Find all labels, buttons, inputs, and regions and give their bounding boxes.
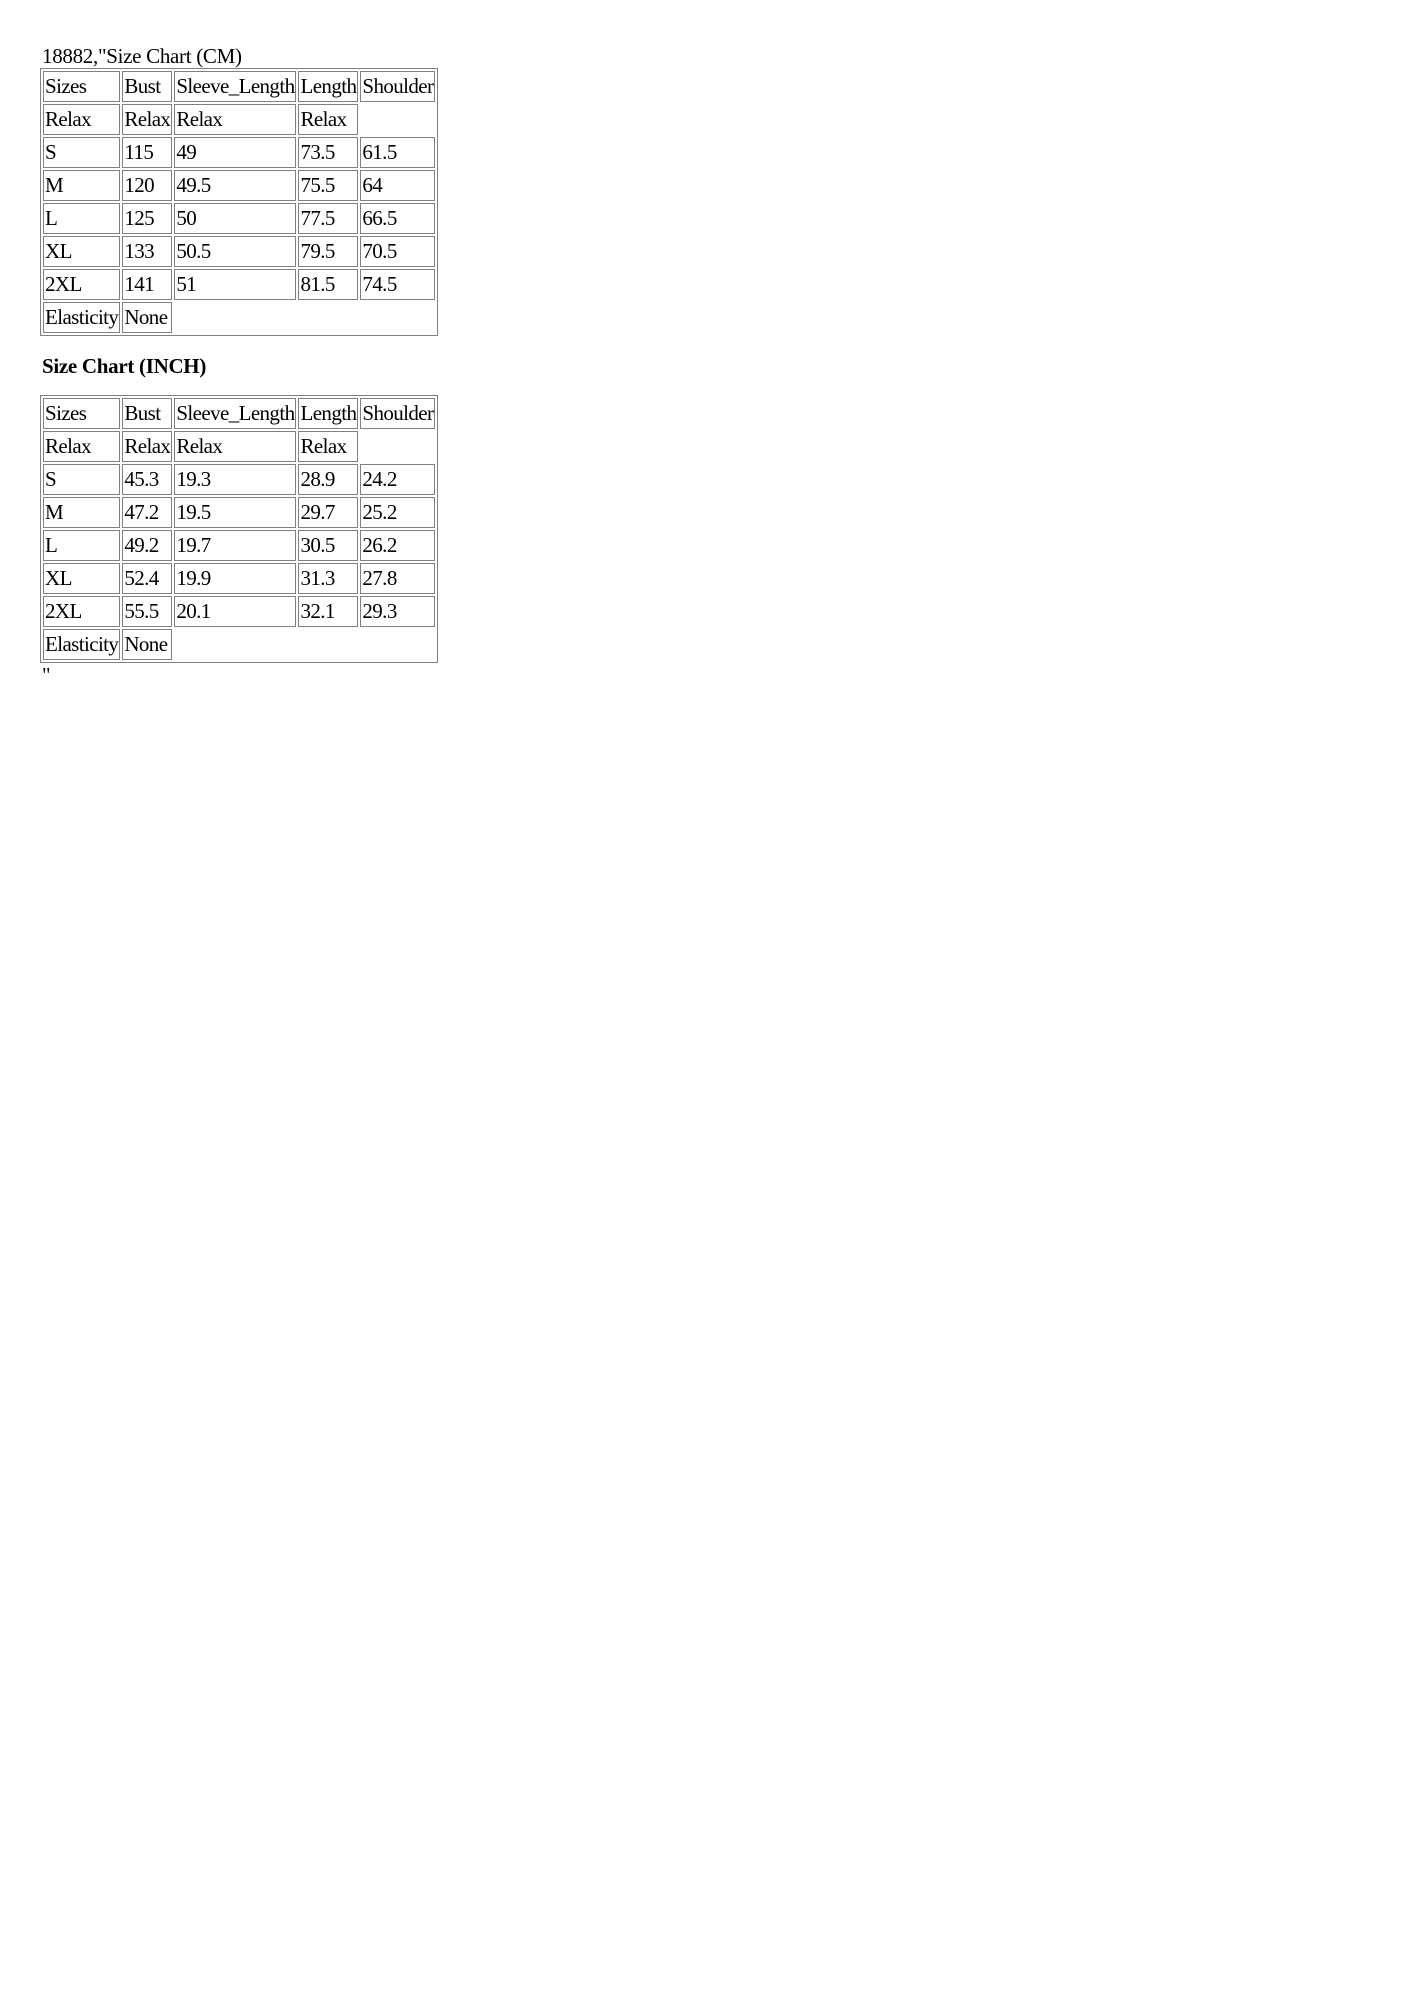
header-cell-bust: Bust <box>122 71 172 102</box>
bust-cell: 45.3 <box>122 464 172 495</box>
fit-row <box>43 431 435 462</box>
fit-cell-length: Relax <box>298 104 358 135</box>
table-row <box>43 497 435 528</box>
header-cell-shoulder: Shoulder <box>360 71 435 102</box>
fit-cell-bust: Relax <box>122 104 172 135</box>
table-row <box>43 170 435 201</box>
shoulder-cell: 66.5 <box>360 203 435 234</box>
size-cell: 2XL <box>43 269 120 300</box>
length-cell: 81.5 <box>298 269 358 300</box>
size-chart-inch-table <box>40 395 438 663</box>
shoulder-cell: 70.5 <box>360 236 435 267</box>
length-cell: 29.7 <box>298 497 358 528</box>
table-row <box>43 137 435 168</box>
fit-cell-empty <box>360 104 435 135</box>
fit-cell-empty <box>360 431 435 462</box>
elasticity-row <box>43 302 435 333</box>
table-row <box>43 563 435 594</box>
sleeve-length-cell: 19.5 <box>174 497 296 528</box>
length-cell: 77.5 <box>298 203 358 234</box>
elasticity-label: Elasticity <box>43 629 120 660</box>
length-cell: 28.9 <box>298 464 358 495</box>
size-cell: L <box>43 530 120 561</box>
fit-cell-sizes: Relax <box>43 104 120 135</box>
sleeve-length-cell: 19.9 <box>174 563 296 594</box>
size-cell: M <box>43 170 120 201</box>
length-cell: 30.5 <box>298 530 358 561</box>
header-cell-length: Length <box>298 71 358 102</box>
length-cell: 75.5 <box>298 170 358 201</box>
header-cell-shoulder: Shoulder <box>360 398 435 429</box>
closing-quote: " <box>42 663 51 687</box>
document-page <box>42 44 438 687</box>
sleeve-length-cell: 49.5 <box>174 170 296 201</box>
shoulder-cell: 61.5 <box>360 137 435 168</box>
bust-cell: 55.5 <box>122 596 172 627</box>
shoulder-cell: 26.2 <box>360 530 435 561</box>
size-cell: S <box>43 137 120 168</box>
prefix-line: 18882,"Size Chart (CM) <box>42 44 242 68</box>
sleeve-length-cell: 19.7 <box>174 530 296 561</box>
length-cell: 73.5 <box>298 137 358 168</box>
header-cell-sleeve-length: Sleeve_Length <box>174 398 296 429</box>
bust-cell: 141 <box>122 269 172 300</box>
size-cell: 2XL <box>43 596 120 627</box>
length-cell: 79.5 <box>298 236 358 267</box>
table-row <box>43 203 435 234</box>
header-cell-sizes: Sizes <box>43 71 120 102</box>
size-chart-cm-table <box>40 68 438 336</box>
shoulder-cell: 74.5 <box>360 269 435 300</box>
table-row <box>43 596 435 627</box>
header-cell-sleeve-length: Sleeve_Length <box>174 71 296 102</box>
elasticity-value: None <box>122 629 172 660</box>
bust-cell: 125 <box>122 203 172 234</box>
size-cell: L <box>43 203 120 234</box>
inch-chart-heading: Size Chart (INCH) <box>42 354 207 378</box>
bust-cell: 47.2 <box>122 497 172 528</box>
sleeve-length-cell: 19.3 <box>174 464 296 495</box>
table-row <box>43 236 435 267</box>
shoulder-cell: 64 <box>360 170 435 201</box>
elasticity-row <box>43 629 435 660</box>
elasticity-value: None <box>122 302 172 333</box>
fit-cell-length: Relax <box>298 431 358 462</box>
shoulder-cell: 25.2 <box>360 497 435 528</box>
shoulder-cell: 29.3 <box>360 596 435 627</box>
table-row <box>43 530 435 561</box>
bust-cell: 133 <box>122 236 172 267</box>
header-cell-sizes: Sizes <box>43 398 120 429</box>
fit-cell-sleeve-length: Relax <box>174 104 296 135</box>
shoulder-cell: 27.8 <box>360 563 435 594</box>
size-cell: M <box>43 497 120 528</box>
size-cell: XL <box>43 236 120 267</box>
sleeve-length-cell: 49 <box>174 137 296 168</box>
bust-cell: 52.4 <box>122 563 172 594</box>
size-cell: S <box>43 464 120 495</box>
sleeve-length-cell: 50.5 <box>174 236 296 267</box>
sleeve-length-cell: 51 <box>174 269 296 300</box>
length-cell: 31.3 <box>298 563 358 594</box>
fit-cell-bust: Relax <box>122 431 172 462</box>
header-cell-length: Length <box>298 398 358 429</box>
fit-cell-sizes: Relax <box>43 431 120 462</box>
header-cell-bust: Bust <box>122 398 172 429</box>
bust-cell: 115 <box>122 137 172 168</box>
sleeve-length-cell: 20.1 <box>174 596 296 627</box>
shoulder-cell: 24.2 <box>360 464 435 495</box>
bust-cell: 49.2 <box>122 530 172 561</box>
table-header-row <box>43 71 435 102</box>
size-cell: XL <box>43 563 120 594</box>
sleeve-length-cell: 50 <box>174 203 296 234</box>
table-row <box>43 464 435 495</box>
elasticity-label: Elasticity <box>43 302 120 333</box>
table-header-row <box>43 398 435 429</box>
bust-cell: 120 <box>122 170 172 201</box>
length-cell: 32.1 <box>298 596 358 627</box>
table-row <box>43 269 435 300</box>
fit-cell-sleeve-length: Relax <box>174 431 296 462</box>
fit-row <box>43 104 435 135</box>
